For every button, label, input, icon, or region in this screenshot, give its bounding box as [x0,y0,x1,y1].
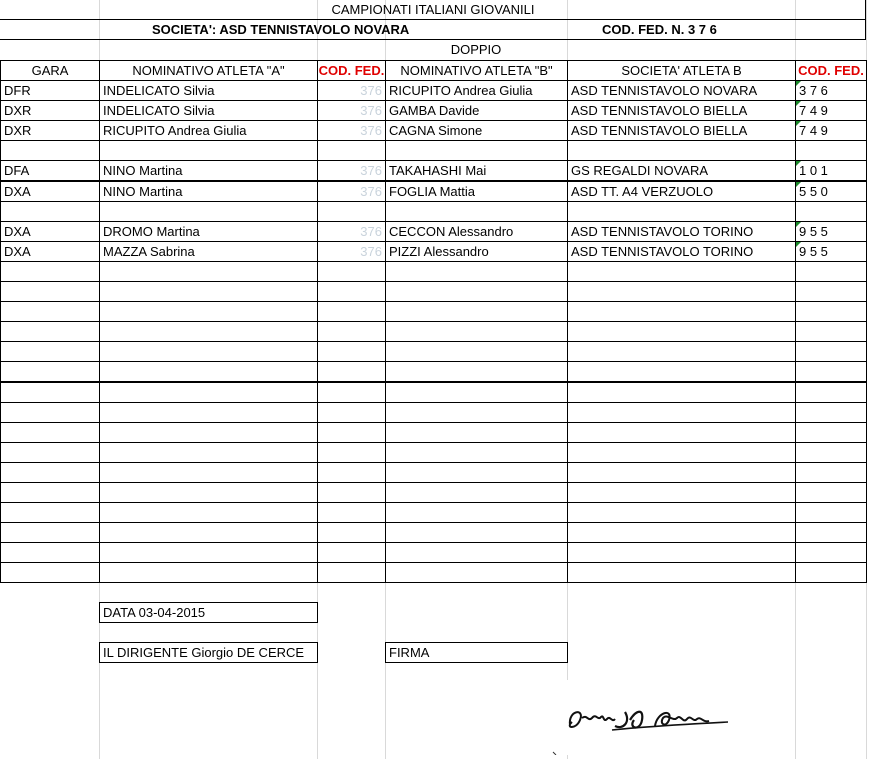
cell-atleta-b: GAMBA Davide [385,100,568,121]
cell-atleta-b [385,382,568,403]
cell-codfed-b [795,80,867,101]
cell-atleta-a [99,502,318,523]
cell-atleta-a [99,341,318,362]
cell-codfed-a [317,361,386,382]
comment-indicator-icon [796,222,801,227]
dirigente-field: IL DIRIGENTE Giorgio DE CERCE [99,642,318,663]
cell-societa-b [567,321,796,342]
cell-codfed-b [795,462,867,483]
cell-atleta-b [385,301,568,322]
header-atleta-a: NOMINATIVO ATLETA "A" [99,60,318,81]
cell-societa-b [567,341,796,362]
cell-codfed-b [795,402,867,423]
cell-codfed-a: 376 [317,120,386,141]
cell-codfed-a: 376 [317,160,386,181]
table-row [0,482,866,502]
societa-row [0,20,866,40]
cell-atleta-a [99,422,318,443]
cell-codfed-a [317,321,386,342]
cell-atleta-b [385,442,568,463]
header-codfed-b: COD. FED. [795,60,867,81]
cell-atleta-a: RICUPITO Andrea Giulia [99,120,318,141]
cell-societa-b: ASD TENNISTAVOLO TORINO [567,241,796,262]
cell-codfed-a: 376 [317,80,386,101]
cell-societa-b: ASD TENNISTAVOLO BIELLA [567,120,796,141]
cell-codfed-b [795,201,867,222]
cell-gara [0,301,100,322]
cell-atleta-a [99,281,318,302]
cell-atleta-a: NINO Martina [99,181,318,202]
comment-indicator-icon [796,121,801,126]
cell-atleta-a: MAZZA Sabrina [99,241,318,262]
cell-atleta-a: INDELICATO Silvia [99,80,318,101]
cell-gara [0,442,100,463]
table-row [0,80,866,100]
table-row [0,361,866,381]
cell-atleta-b [385,502,568,523]
table-row [0,542,866,562]
cell-societa-b [567,542,796,563]
cell-gara [0,321,100,342]
cell-codfed-a [317,542,386,563]
cell-codfed-b [795,181,867,202]
cell-codfed-b [795,100,867,121]
table-row [0,502,866,522]
cell-codfed-b [795,301,867,322]
page-title: CAMPIONATI ITALIANI GIOVANILI [331,2,535,17]
table-row [0,100,866,120]
table-row [0,201,866,221]
cell-societa-b [567,562,796,583]
cell-atleta-b: RICUPITO Andrea Giulia [385,80,568,101]
cell-atleta-a [99,382,318,403]
table-row [0,462,866,482]
cell-societa-b: ASD TENNISTAVOLO TORINO [567,221,796,242]
cell-atleta-b [385,341,568,362]
cell-gara [0,261,100,282]
cell-gara [0,482,100,503]
cell-atleta-b: FOGLIA Mattia [385,181,568,202]
cell-atleta-a [99,442,318,463]
cell-societa-b [567,502,796,523]
cell-codfed-b [795,382,867,403]
table-row [0,181,866,201]
cell-societa-b [567,482,796,503]
cell-atleta-b [385,361,568,382]
cell-atleta-a: INDELICATO Silvia [99,100,318,121]
table-row [0,281,866,301]
signature [550,680,740,755]
cell-atleta-b [385,482,568,503]
cell-atleta-a [99,542,318,563]
table-row [0,321,866,341]
cell-atleta-a [99,562,318,583]
cell-societa-b [567,522,796,543]
cell-gara [0,201,100,222]
cell-codfed-a [317,201,386,222]
cell-gara [0,402,100,423]
table-row [0,120,866,140]
societa-label: SOCIETA': ASD TENNISTAVOLO NOVARA [152,22,410,37]
cell-codfed-b [795,442,867,463]
cell-societa-b: ASD TENNISTAVOLO BIELLA [567,100,796,121]
cell-atleta-a [99,261,318,282]
cell-codfed-b [795,502,867,523]
cell-atleta-a [99,140,318,161]
cell-codfed-a [317,281,386,302]
comment-indicator-icon [796,81,801,86]
table-row [0,221,866,241]
header-atleta-b: NOMINATIVO ATLETA "B" [385,60,568,81]
section-title: DOPPIO [450,42,502,57]
cell-societa-b [567,281,796,302]
cell-atleta-b: CAGNA Simone [385,120,568,141]
cell-gara [0,140,100,161]
cell-codfed-b [795,281,867,302]
table-row [0,301,866,321]
comment-indicator-icon [796,161,801,166]
cell-societa-b [567,261,796,282]
cell-gara: DXA [0,181,100,202]
cell-gara: DXA [0,241,100,262]
cell-societa-b: ASD TT. A4 VERZUOLO [567,181,796,202]
cell-codfed-a: 376 [317,100,386,121]
cell-atleta-a [99,201,318,222]
codfed-value: 1 0 1 [799,163,828,179]
cell-codfed-a: 376 [317,241,386,262]
cell-codfed-b [795,241,867,262]
cell-gara: DXR [0,100,100,121]
cell-societa-b [567,462,796,483]
cell-atleta-a [99,402,318,423]
table-row [0,522,866,542]
codfed-value: 7 4 9 [799,123,828,139]
cell-societa-b [567,201,796,222]
cell-codfed-a [317,522,386,543]
cell-atleta-b [385,542,568,563]
cell-codfed-b [795,140,867,161]
cell-codfed-a [317,341,386,362]
cell-atleta-b [385,562,568,583]
codfed-value: 9 5 5 [799,223,828,239]
cell-codfed-a [317,140,386,161]
cell-atleta-a [99,321,318,342]
cell-codfed-a [317,402,386,423]
table-row [0,402,866,422]
cell-codfed-b [795,542,867,563]
header-gara: GARA [0,60,100,81]
cell-gara [0,422,100,443]
cell-codfed-b [795,482,867,503]
cell-societa-b [567,140,796,161]
cell-gara: DFR [0,80,100,101]
title-row [0,0,866,20]
cell-atleta-a [99,361,318,382]
cell-gara [0,462,100,483]
header-societa-b: SOCIETA' ATLETA B [567,60,796,81]
cell-gara [0,281,100,302]
cell-codfed-a [317,502,386,523]
cell-codfed-b [795,261,867,282]
cell-atleta-b [385,402,568,423]
table-row [0,382,866,402]
table-row [0,562,866,582]
cell-gara: DXR [0,120,100,141]
cell-atleta-b [385,462,568,483]
table-row [0,140,866,160]
comment-indicator-icon [796,182,801,187]
cell-societa-b [567,402,796,423]
cell-codfed-a [317,382,386,403]
cell-codfed-a [317,482,386,503]
signature-image [550,680,740,755]
cell-atleta-b [385,422,568,443]
cell-atleta-a: NINO Martina [99,160,318,181]
table-row [0,341,866,361]
cell-atleta-a [99,462,318,483]
cell-codfed-b [795,160,867,181]
cell-societa-b [567,301,796,322]
header-row [0,60,866,80]
cell-atleta-a: DROMO Martina [99,221,318,242]
cell-codfed-a [317,261,386,282]
table-row [0,261,866,281]
cell-gara [0,542,100,563]
cell-societa-b [567,442,796,463]
table-row [0,442,866,462]
cell-codfed-a: 376 [317,181,386,202]
cell-codfed-b [795,522,867,543]
cell-codfed-a [317,301,386,322]
cell-gara [0,361,100,382]
cell-codfed-b [795,562,867,583]
codfed-value: 7 4 9 [799,103,828,119]
cell-codfed-b [795,341,867,362]
codfed-value: 3 7 6 [799,83,828,98]
header-codfed-a: COD. FED. [317,60,386,81]
cell-atleta-b: CECCON Alessandro [385,221,568,242]
cell-societa-b [567,382,796,403]
cell-codfed-a [317,462,386,483]
cell-societa-b: GS REGALDI NOVARA [567,160,796,181]
cell-societa-b: ASD TENNISTAVOLO NOVARA [567,80,796,101]
data-field: DATA 03-04-2015 [99,602,318,623]
cell-codfed-b [795,321,867,342]
table-row [0,241,866,261]
cell-codfed-b [795,221,867,242]
cell-societa-b [567,422,796,443]
cell-codfed-a [317,442,386,463]
table-row [0,422,866,442]
cell-codfed-b [795,120,867,141]
codfed-value: 5 5 0 [799,183,828,199]
cell-atleta-b [385,522,568,543]
section-row [0,40,866,60]
table-row [0,160,866,180]
cell-gara [0,502,100,523]
cell-gara [0,562,100,583]
cell-atleta-b [385,201,568,222]
firma-field: FIRMA [385,642,568,663]
cell-gara [0,341,100,362]
cell-atleta-b [385,140,568,161]
cell-codfed-b [795,422,867,443]
cell-codfed-a [317,422,386,443]
codfed-value: 9 5 5 [799,243,828,259]
cell-atleta-b: TAKAHASHI Mai [385,160,568,181]
cell-atleta-a [99,522,318,543]
cell-gara [0,382,100,403]
cell-gara: DFA [0,160,100,181]
cell-gara [0,522,100,543]
cell-atleta-b [385,321,568,342]
cell-atleta-b: PIZZI Alessandro [385,241,568,262]
cell-atleta-b [385,261,568,282]
codfed-label: COD. FED. N. 3 7 6 [602,22,717,37]
comment-indicator-icon [796,101,801,106]
cell-codfed-b [795,361,867,382]
cell-codfed-a: 376 [317,221,386,242]
cell-societa-b [567,361,796,382]
cell-atleta-a [99,482,318,503]
comment-indicator-icon [796,242,801,247]
cell-codfed-a [317,562,386,583]
cell-gara: DXA [0,221,100,242]
cell-atleta-b [385,281,568,302]
cell-atleta-a [99,301,318,322]
